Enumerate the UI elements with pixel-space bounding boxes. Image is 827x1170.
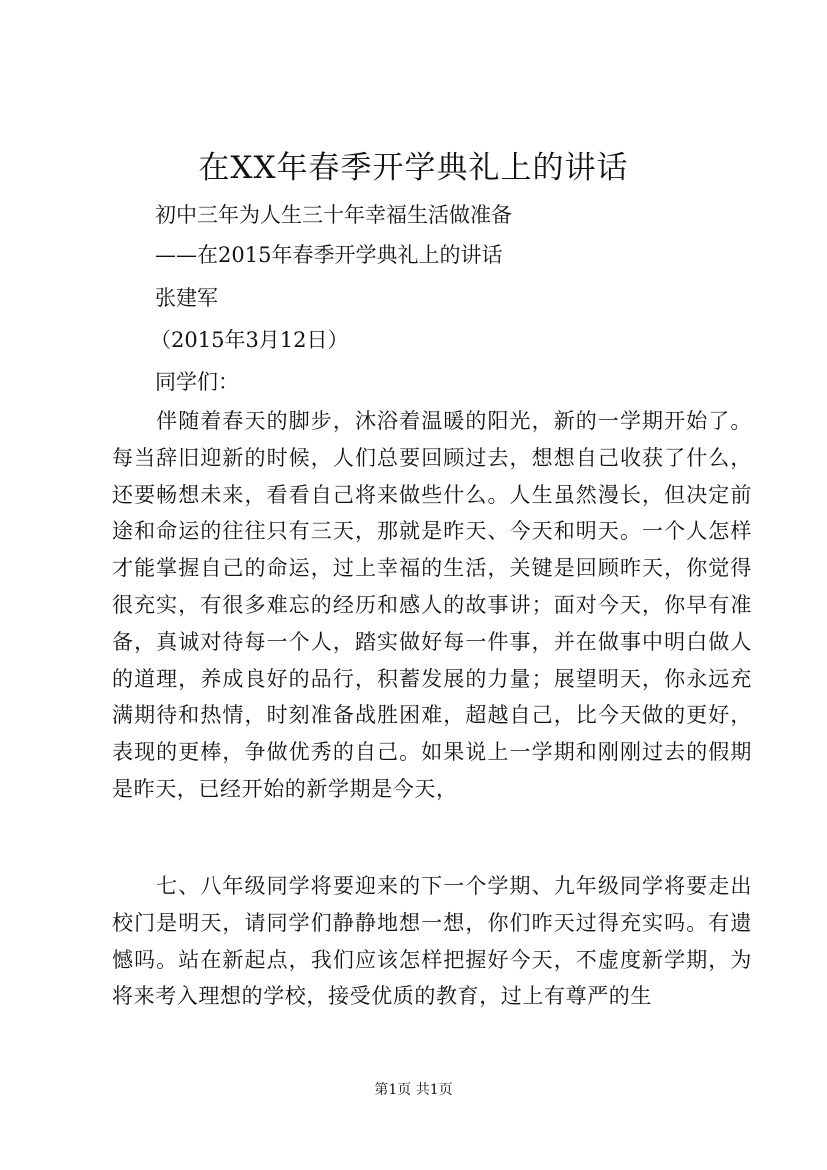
subtitle-secondary: ——在2015年春季开学典礼上的讲话 [155,243,503,267]
document-title: 在XX年春季开学典礼上的讲话 [198,150,629,186]
page-footer: 第1页 共1页 [374,1082,453,1098]
author: 张建军 [155,286,218,310]
greeting: 同学们： [155,370,239,394]
paragraph-1: 伴随着春天的脚步，沐浴着温暖的阳光，新的一学期开始了。每当辞旧迎新的时候，人们总要回顾过去，想想自己收获了什么，还要畅想未来，看看自己将来做些什么。人生虽然漫长，但决定前途和命运的往往只有三天，那就是昨天、今天和明天。一个人怎样才能掌握自己的命运，过上幸福的生活，关键是回顾昨天，你觉得很充实，有很多难忘的经历和感人的故事讲；面对今天，你早有准备，真诚对待每一个人，踏实做好每一件事，并在做事中明白做人的道理，养成良好的品行，积蓄发展的力量；展望明天，你永远充满期待和热情，时刻准备战胜困难，超越自己，比今天做的更好，表现的更棒，争做优秀的自己。如果说上一学期和刚刚过去的假期是昨天，已经开始的新学期是今天， [112,409,752,801]
subtitle: 初中三年为人生三十年幸福生活做准备 [155,203,512,227]
speech-date: （2015年3月12日） [150,328,349,352]
paragraph-2: 七、八年级同学将要迎来的下一个学期、九年级同学将要走出校门是明天，请同学们静静地想一想，你们昨天过得充实吗。有遗憾吗。站在新起点，我们应该怎样把握好今天，不虚度新学期，为将来考入理想的学校，接受优质的教育，过上有尊严的生 [112,874,752,1009]
